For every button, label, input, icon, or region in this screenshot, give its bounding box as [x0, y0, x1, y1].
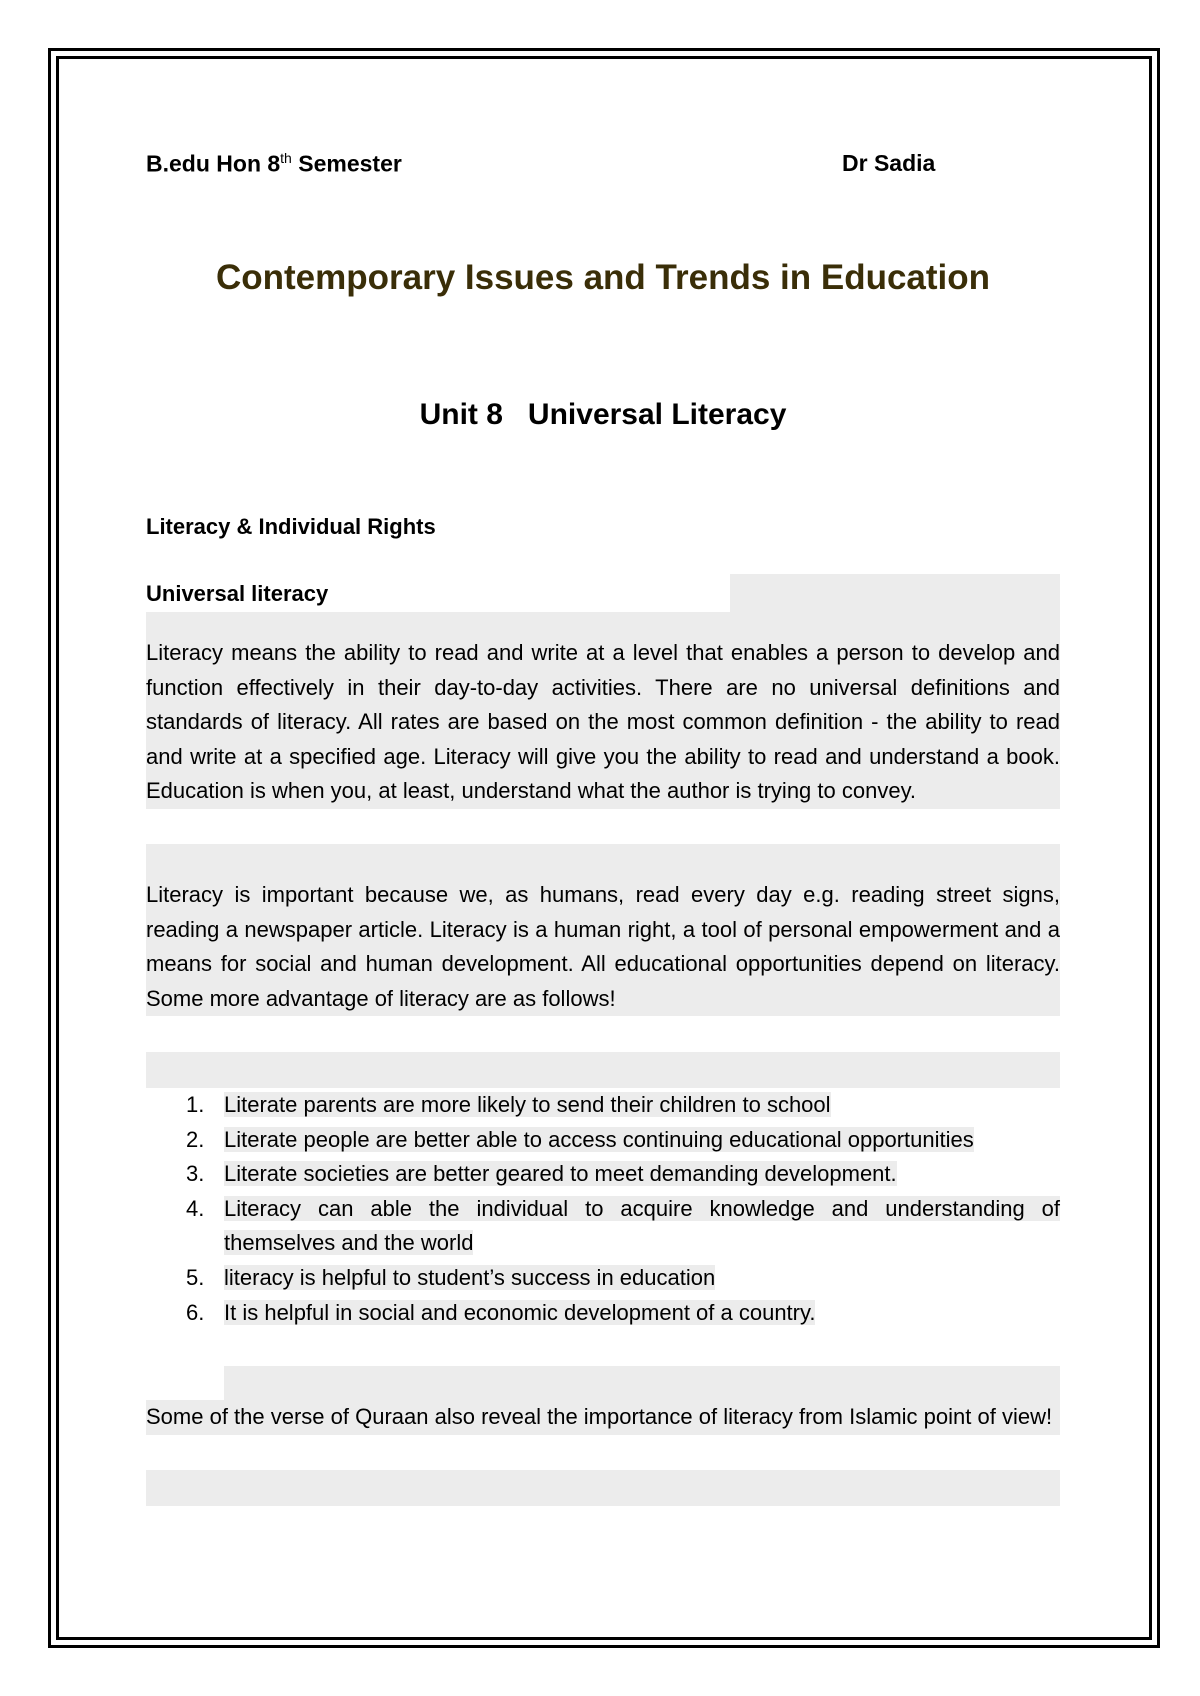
- sub-heading-block: [146, 574, 1060, 636]
- list-item: 4. Literacy can able the individual to acquire knowledge and understanding of themselves and the world: [186, 1195, 1060, 1256]
- author-label: Dr Sadia: [842, 150, 936, 176]
- paragraph-definition: Literacy means the ability to read and write at a level that enables a person to develop and function effectively in their day-to-day activities. There are no universal definitions and standards of literacy. All rates are based on the most common definition - the ability to read and write at a specified age. Literacy will give you the ability to read and understand a book. Education is when you, at least, understand what the author is trying to convey.: [146, 636, 1060, 809]
- list-item: 2. Literate people are better able to access continuing educational opportunities: [186, 1126, 974, 1152]
- shade-gap: [146, 1470, 1060, 1506]
- paragraph-quraan: Some of the verse of Quraan also reveal the importance of literacy from Islamic point of view!: [146, 1400, 1060, 1435]
- list-item: 3. Literate societies are better geared to meet demanding development.: [186, 1161, 897, 1187]
- list-item: 5. literacy is helpful to student’s success in education: [186, 1264, 716, 1290]
- shade-gap: [146, 844, 1060, 878]
- shade-gap: [224, 1366, 1060, 1400]
- unit-title: Unit 8 Universal Literacy: [419, 398, 787, 431]
- list-item: 1. Literate parents are more likely to send their children to school: [186, 1092, 831, 1117]
- sub-heading: Universal literacy: [146, 574, 730, 612]
- list-item: 6. It is helpful in social and economic development of a country.: [186, 1299, 816, 1325]
- shade-gap: [146, 1052, 1060, 1088]
- paragraph-importance: Literacy is important because we, as humans, read every day e.g. reading street signs, reading a newspaper article. Literacy is a human right, a tool of personal empowerment and a means for social and human development. All educational opportunities depend on literacy. Some more advantage of literacy are as follows!: [146, 878, 1060, 1016]
- course-label: B.edu Hon 8th Semester: [146, 150, 402, 177]
- document-title: Contemporary Issues and Trends in Education: [215, 258, 991, 297]
- advantages-list: [146, 1088, 1060, 1330]
- section-heading: Literacy & Individual Rights: [146, 514, 436, 539]
